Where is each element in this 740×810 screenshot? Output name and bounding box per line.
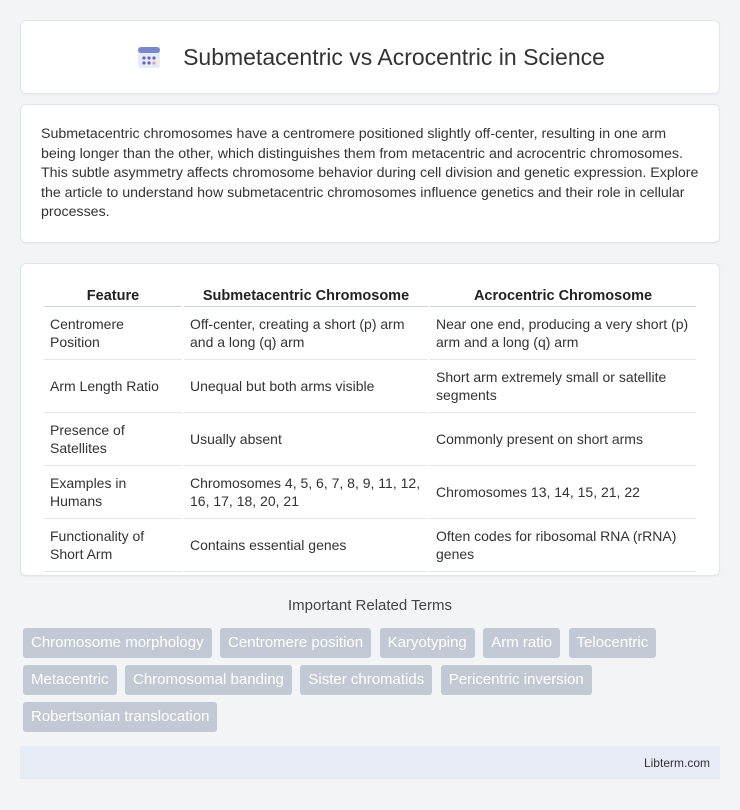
- comparison-table: [42, 284, 698, 572]
- comparison-table-card: [20, 263, 720, 576]
- header-card: [20, 20, 720, 94]
- table-cell: Commonly present on short arms: [430, 413, 696, 466]
- table-cell: Near one end, producing a very short (p) arm and a long (q) arm: [430, 307, 696, 360]
- footer-site-link[interactable]: Libterm.com: [643, 755, 710, 770]
- table-row: [44, 360, 696, 413]
- table-cell: Contains essential genes: [184, 519, 428, 572]
- table-row: [44, 519, 696, 572]
- table-header-row: [44, 284, 696, 307]
- intro-card: [20, 104, 720, 243]
- table-cell: Chromosomes 13, 14, 15, 21, 22: [430, 466, 696, 519]
- table-cell: Centromere Position: [44, 307, 182, 360]
- related-term-tag[interactable]: Karyotyping: [380, 628, 475, 658]
- table-cell: Unequal but both arms visible: [184, 360, 428, 413]
- related-term-tag[interactable]: Metacentric: [23, 665, 117, 695]
- table-cell: Arm Length Ratio: [44, 360, 182, 413]
- table-cell: Presence of Satellites: [44, 413, 182, 466]
- table-row: [44, 466, 696, 519]
- related-term-tag[interactable]: Pericentric inversion: [441, 665, 592, 695]
- column-header: Acrocentric Chromosome: [430, 284, 696, 307]
- table-cell: Off-center, creating a short (p) arm and a long (q) arm: [184, 307, 428, 360]
- related-term-tag[interactable]: Sister chromatids: [300, 665, 432, 695]
- related-term-tag[interactable]: Chromosomal banding: [125, 665, 292, 695]
- table-cell: Often codes for ribosomal RNA (rRNA) genes: [430, 519, 696, 572]
- table-row: [44, 307, 696, 360]
- column-header: Submetacentric Chromosome: [184, 284, 428, 307]
- footer: [20, 746, 720, 779]
- related-term-tag[interactable]: Telocentric: [569, 628, 657, 658]
- table-cell: Usually absent: [184, 413, 428, 466]
- related-term-tag[interactable]: Arm ratio: [483, 628, 560, 658]
- table-cell: Chromosomes 4, 5, 6, 7, 8, 9, 11, 12, 16, 17, 18, 20, 21: [184, 466, 428, 519]
- column-header: Feature: [44, 284, 182, 307]
- related-term-tag[interactable]: Robertsonian translocation: [23, 702, 217, 732]
- table-cell: Short arm extremely small or satellite segments: [430, 360, 696, 413]
- related-terms-list: [23, 628, 723, 739]
- page-title: Submetacentric vs Acrocentric in Science: [183, 43, 605, 70]
- related-terms-title: Important Related Terms: [288, 597, 452, 614]
- related-term-tag[interactable]: Chromosome morphology: [23, 628, 212, 658]
- table-row: [44, 413, 696, 466]
- table-cell: Functionality of Short Arm: [44, 519, 182, 572]
- related-term-tag[interactable]: Centromere position: [220, 628, 371, 658]
- table-cell: Examples in Humans: [44, 466, 182, 519]
- intro-text: Submetacentric chromosomes have a centromere positioned slightly off-center, resulting in one arm being longer than the other, which distinguishes them from metacentric and acrocentric chromosomes. This subtle asymmetry affects chromosome behavior during cell division and genetic expression. Explore the article to understand how submetacentric chromosomes influence genetics and their role in cellular processes.: [41, 126, 699, 221]
- calendar-grid-icon: [135, 43, 163, 71]
